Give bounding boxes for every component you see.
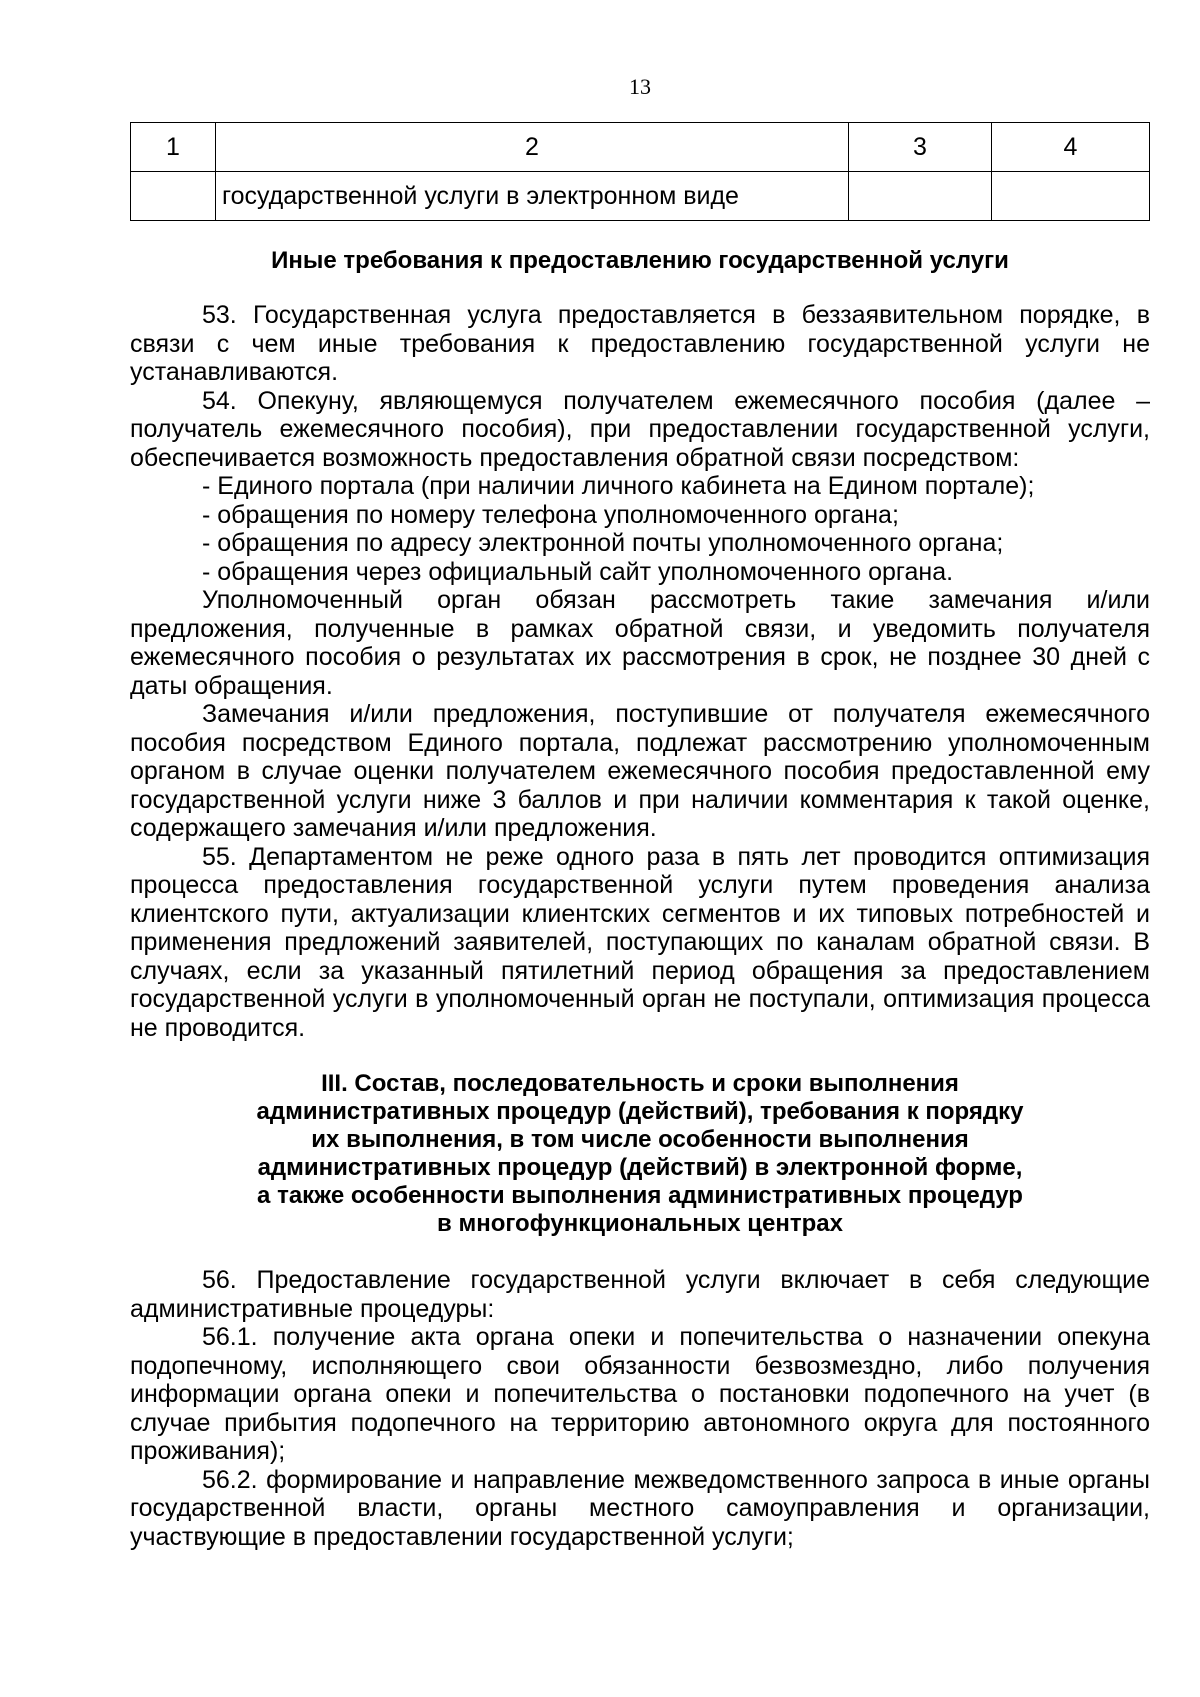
- section-heading-iii-line: III. Состав, последовательность и сроки выполнения: [321, 1070, 959, 1097]
- continuation-table: [130, 122, 1150, 221]
- section-heading-iii-line: в многофункциональных центрах: [437, 1210, 843, 1237]
- paragraph-54: 54. Опекуну, являющемуся получателем ежемесячного пособия (далее – получатель ежемесячного пособия), при предоставлении государственной услуги, обеспечивается возможность предоставления обратной связи посредством:: [130, 386, 1150, 472]
- page-number: 13: [629, 74, 651, 99]
- table-cell-3: [849, 172, 992, 221]
- section-heading-iii-line: их выполнения, в том числе особенности выполнения: [311, 1126, 969, 1153]
- table-header-cell-3: 3: [849, 123, 992, 172]
- paragraph-portal-remarks: Замечания и/или предложения, поступившие от получателя ежемесячного пособия посредством Единого портала, подлежат рассмотрению уполномоченным органом в случае оценки получателем ежемесячного пособия предоставленной ему государственной услуги ниже 3 баллов и при наличии комментария к такой оценке, содержащего замечания и/или предложения.: [130, 700, 1150, 842]
- table-cell-1: [131, 172, 216, 221]
- table-cell-4: [992, 172, 1150, 221]
- table-header-cell-1: 1: [131, 123, 216, 172]
- paragraph-55: 55. Департаментом не реже одного раза в пять лет проводится оптимизация процесса предоставления государственной услуги путем проведения анализа клиентского пути, актуализации клиентских сегментов и их типовых потребностей и применения предложений заявителей, поступающих по каналам обратной связи. В случаях, если за указанный пятилетний период обращения за предоставлением государственной услуги в уполномоченный орган не поступали, оптимизация процесса не проводится.: [130, 842, 1150, 1042]
- feedback-channel-item: - обращения через официальный сайт уполномоченного органа.: [202, 557, 954, 586]
- section-heading-iii-line: административных процедур (действий), требования к порядку: [256, 1098, 1024, 1125]
- feedback-channel-item: - обращения по номеру телефона уполномоченного органа;: [202, 500, 899, 529]
- table-header-row: [131, 123, 1150, 172]
- paragraph-56: 56. Предоставление государственной услуги включает в себя следующие административные процедуры:: [130, 1266, 1150, 1323]
- section-heading-iii: [130, 1070, 1150, 1238]
- section-iii-body: [130, 1266, 1150, 1551]
- section-other-requirements-body: [130, 301, 1150, 1042]
- paragraph-56-1: 56.1. получение акта органа опеки и попечительства о назначении опекуна подопечному, исполняющего свои обязанности безвозмездно, либо получения информации органа опеки и попечительства о постановки подопечного на учет (в случае прибытия подопечного на территорию автономного округа для постоянного проживания);: [130, 1323, 1150, 1465]
- feedback-channel-item: - обращения по адресу электронной почты уполномоченного органа;: [202, 529, 1004, 557]
- paragraph-review-obligation: Уполномоченный орган обязан рассмотреть такие замечания и/или предложения, полученные в рамках обратной связи, и уведомить получателя ежемесячного пособия о результатах их рассмотрения в срок, не позднее 30 дней с даты обращения.: [130, 586, 1150, 700]
- section-heading-other-requirements: Иные требования к предоставлению государственной услуги: [271, 247, 1009, 274]
- paragraph-53: 53. Государственная услуга предоставляется в беззаявительном порядке, в связи с чем иные требования к предоставлению государственной услуги не устанавливаются.: [130, 301, 1150, 386]
- section-heading-iii-line: административных процедур (действий) в электронной форме,: [257, 1154, 1023, 1181]
- table-row: [131, 172, 1150, 221]
- paragraph-56-2: 56.2. формирование и направление межведомственного запроса в иные органы государственной власти, органы местного самоуправления и организации, участвующие в предоставлении государственной услуги;: [130, 1465, 1150, 1551]
- table-header-cell-4: 4: [992, 123, 1150, 172]
- table-cell-2: государственной услуги в электронном виде: [216, 172, 849, 221]
- table-header-cell-2: 2: [216, 123, 849, 172]
- feedback-channel-item: - Единого портала (при наличии личного кабинета на Едином портале);: [202, 472, 1035, 500]
- section-heading-iii-line: а также особенности выполнения административных процедур: [257, 1182, 1023, 1209]
